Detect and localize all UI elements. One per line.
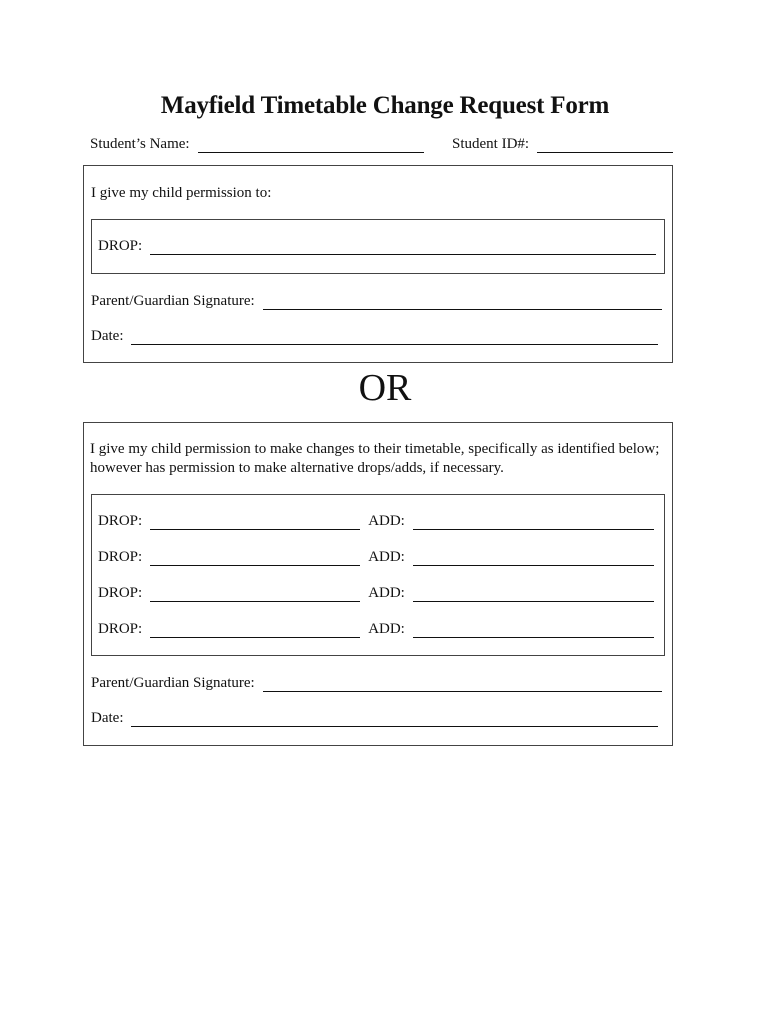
section1-intro: I give my child permission to:	[91, 185, 272, 201]
section2-intro-line1: I give my child permission to make changes to their timetable, specifically as identified below;	[90, 441, 660, 457]
drop-add-row	[98, 513, 654, 530]
drop-add-row	[98, 585, 654, 602]
drop-field-3[interactable]	[150, 587, 360, 602]
form-title: Mayfield Timetable Change Request Form	[160, 92, 610, 119]
signature-label: Parent/Guardian Signature:	[91, 293, 255, 309]
drop-label: DROP:	[98, 513, 143, 529]
date-label: Date:	[91, 710, 124, 726]
add-field-4[interactable]	[413, 623, 654, 638]
drop-add-row	[98, 549, 654, 566]
drop-field-4[interactable]	[150, 623, 360, 638]
add-field-3[interactable]	[413, 587, 654, 602]
section2-date-row	[91, 710, 658, 727]
drop-add-row	[98, 621, 654, 638]
section1-date-row	[91, 328, 658, 345]
section1-drop-row	[98, 238, 656, 255]
section1-signature-field[interactable]	[263, 295, 662, 310]
drop-label: DROP:	[98, 585, 143, 601]
section2-date-field[interactable]	[131, 712, 658, 727]
drop-label: DROP:	[98, 549, 143, 565]
section2-intro-line2: however has permission to make alternative drops/adds, if necessary.	[90, 460, 504, 476]
date-label: Date:	[91, 328, 124, 344]
student-name-label: Student’s Name:	[90, 136, 190, 152]
add-label: ADD:	[368, 585, 405, 601]
student-id-row	[452, 136, 673, 153]
drop-label: DROP:	[98, 238, 143, 254]
drop-field-2[interactable]	[150, 551, 360, 566]
add-label: ADD:	[368, 513, 405, 529]
student-name-field[interactable]	[198, 138, 424, 153]
section1-date-field[interactable]	[131, 330, 658, 345]
drop-label: DROP:	[98, 621, 143, 637]
student-id-label: Student ID#:	[452, 136, 530, 152]
section1-drop-field[interactable]	[150, 240, 656, 255]
drop-field-1[interactable]	[150, 515, 360, 530]
student-id-field[interactable]	[537, 138, 673, 153]
add-field-2[interactable]	[413, 551, 654, 566]
add-label: ADD:	[368, 621, 405, 637]
section1-signature-row	[91, 293, 662, 310]
section2-signature-field[interactable]	[263, 677, 662, 692]
section2-intro	[90, 440, 670, 478]
or-divider: OR	[358, 367, 412, 409]
add-label: ADD:	[368, 549, 405, 565]
signature-label: Parent/Guardian Signature:	[91, 675, 255, 691]
student-name-row	[90, 136, 424, 153]
add-field-1[interactable]	[413, 515, 654, 530]
section2-signature-row	[91, 675, 662, 692]
